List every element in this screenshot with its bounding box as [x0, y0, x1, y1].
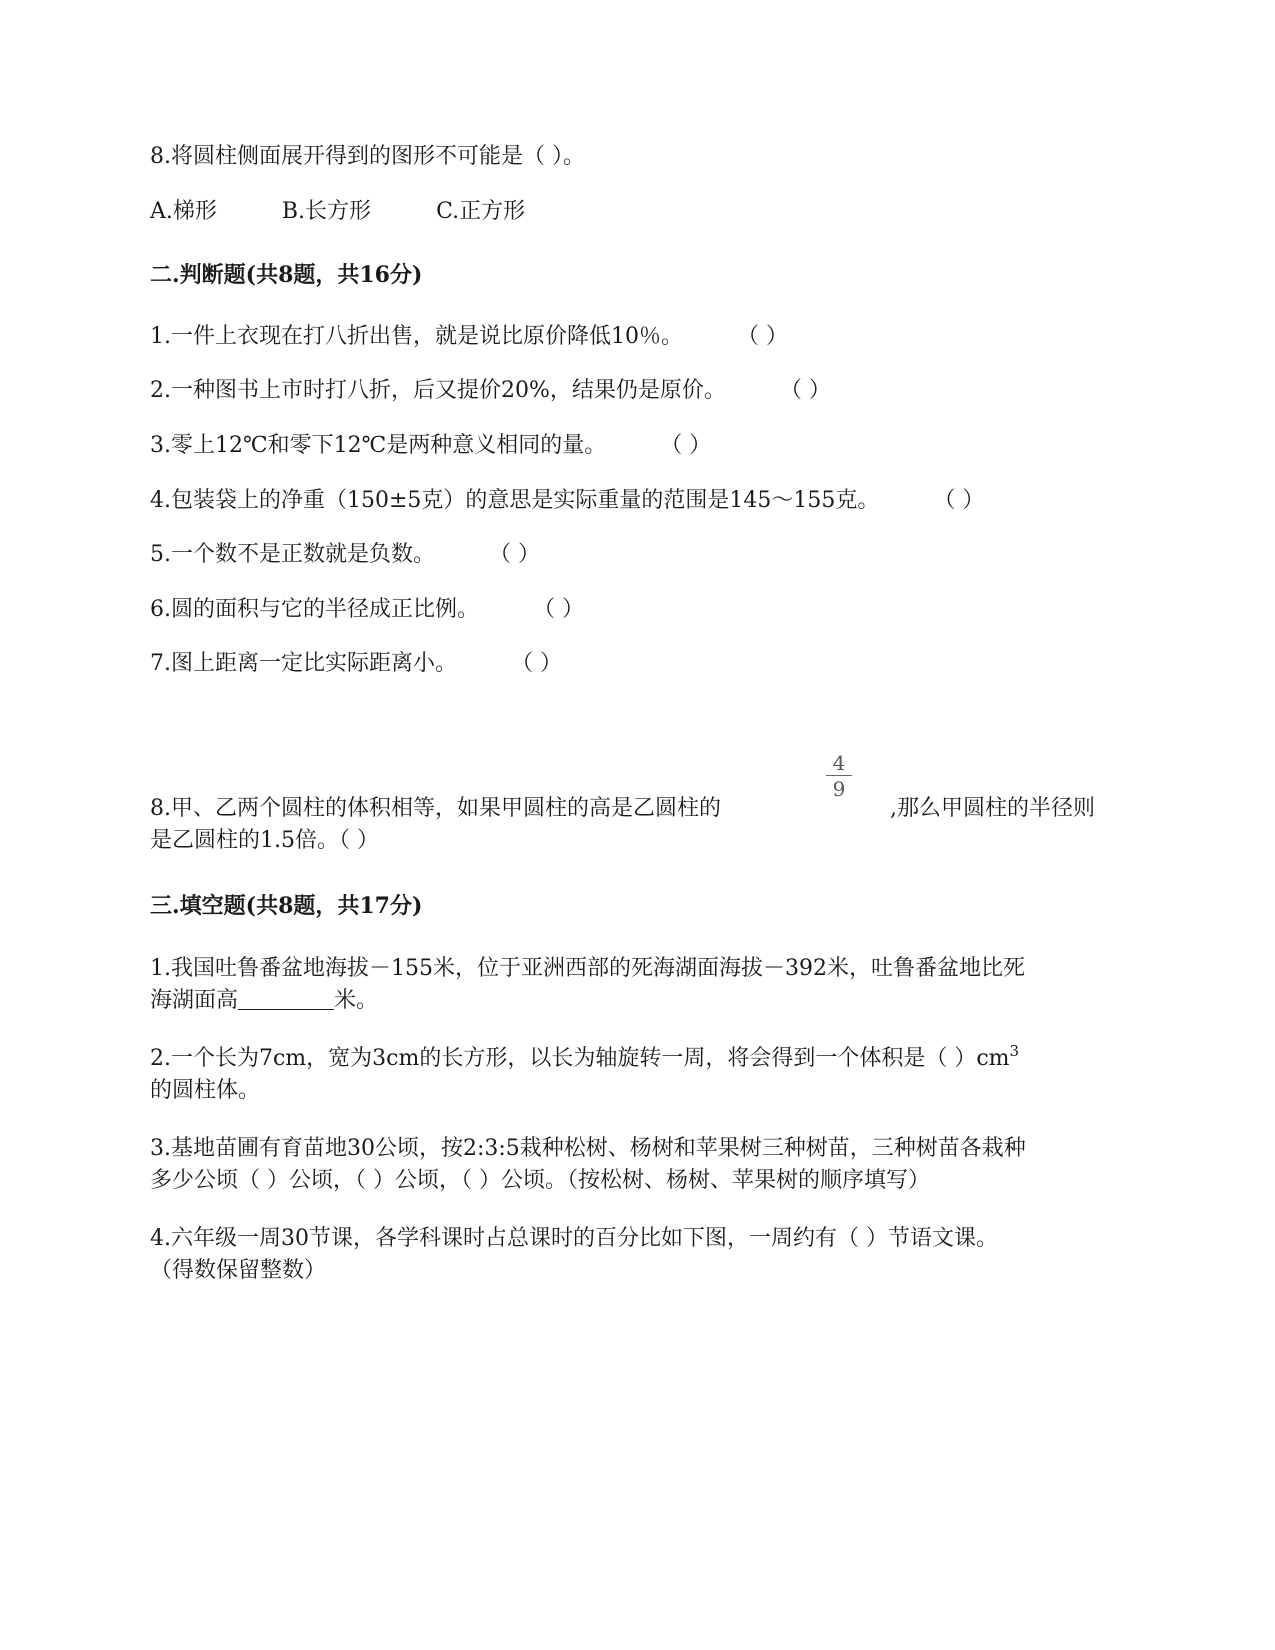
answer-paren: （ ） — [489, 542, 540, 567]
question-8-options — [150, 195, 1130, 229]
fill-item-3-line-2: 多少公顷（ ）公顷，（ ）公顷，（ ）公顷。（按松树、杨树、苹果树的顺序填写） — [150, 1168, 930, 1193]
answer-paren: （ ） — [660, 433, 712, 458]
judge-item-1-text: 1.一件上衣现在打八折出售，就是说比原价降低10％。 — [150, 324, 683, 349]
judge-item-5-text: 5.一个数不是正数就是负数。 — [150, 542, 435, 567]
fill-item-2-line-2: 的圆柱体。 — [150, 1078, 261, 1103]
judge-item-3-text: 3.零上12℃和零下12℃是两种意义相同的量。 — [150, 433, 607, 458]
judge-item-2 — [150, 374, 1130, 408]
judge-item-8-line-1 — [150, 792, 1130, 826]
judge-item-8-part-1: 8.甲、乙两个圆柱的体积相等，如果甲圆柱的高是乙圆柱的 — [150, 796, 721, 821]
fraction-bar — [826, 775, 852, 776]
fill-item-1-line-2 — [150, 984, 1130, 1018]
fill-item-2-line-1 — [150, 1042, 1130, 1076]
fill-item-1-text-a: 海湖面高 — [150, 988, 239, 1013]
judge-item-6 — [150, 593, 1130, 627]
question-8-stem: 8.将圆柱侧面展开得到的图形不可能是（ ）。 — [150, 144, 585, 169]
fill-item-3-line-1: 3.基地苗圃有育苗地30公顷，按2:3:5栽种松树、杨树和苹果树三种树苗，三种树苗各栽种 — [150, 1136, 1026, 1161]
judge-item-4 — [150, 484, 1130, 518]
fill-item-1-line-1: 1.我国吐鲁番盆地海拔－155米，位于亚洲西部的死海湖面海拔－392米，吐鲁番盆地比死 — [150, 956, 1025, 981]
option-b: B.长方形 — [281, 199, 372, 224]
answer-paren: （ ） — [511, 651, 562, 676]
judge-item-5 — [150, 538, 1130, 572]
judge-item-8-line-2: 是乙圆柱的1.5倍。（ ） — [150, 828, 379, 853]
judge-item-7 — [150, 647, 1130, 681]
fraction-denominator: 9 — [832, 777, 846, 801]
fill-item-2-text: 2.一个长为7cm，宽为3cm的长方形，以长为轴旋转一周，将会得到一个体积是（ ）cm — [150, 1046, 1010, 1071]
answer-paren: （ ） — [533, 597, 584, 622]
judge-item-1 — [150, 320, 1130, 354]
answer-paren: （ ） — [737, 324, 788, 349]
judge-item-8-part-2: ,那么甲圆柱的半径则 — [890, 796, 1095, 821]
superscript-three: 3 — [1009, 1042, 1020, 1060]
section-3-heading: 三.填空题(共8题，共17分) — [150, 893, 423, 919]
answer-paren: （ ） — [779, 378, 831, 403]
judge-item-4-text: 4.包装袋上的净重（150±5克）的意思是实际重量的范围是145～155克。 — [150, 488, 880, 513]
option-c: C.正方形 — [436, 199, 526, 224]
judge-item-2-text: 2.一种图书上市时打八折，后又提价20%，结果仍是原价。 — [150, 378, 726, 403]
judge-item-6-text: 6.圆的面积与它的半径成正比例。 — [150, 597, 479, 622]
fill-item-4-line-2: （得数保留整数） — [150, 1258, 327, 1283]
fill-item-4-line-1: 4.六年级一周30节课，各学科课时占总课时的百分比如下图，一周约有（ ）节语文课。 — [150, 1226, 998, 1251]
judge-item-7-text: 7.图上距离一定比实际距离小。 — [150, 651, 457, 676]
option-a: A.梯形 — [150, 199, 217, 224]
answer-blank — [238, 985, 334, 1010]
fraction-numerator: 4 — [832, 751, 846, 775]
fill-item-1-text-b: 米。 — [334, 988, 379, 1013]
answer-paren: （ ） — [933, 488, 985, 513]
section-2-heading: 二.判断题(共8题，共16分) — [150, 262, 423, 288]
judge-item-3 — [150, 429, 1130, 463]
